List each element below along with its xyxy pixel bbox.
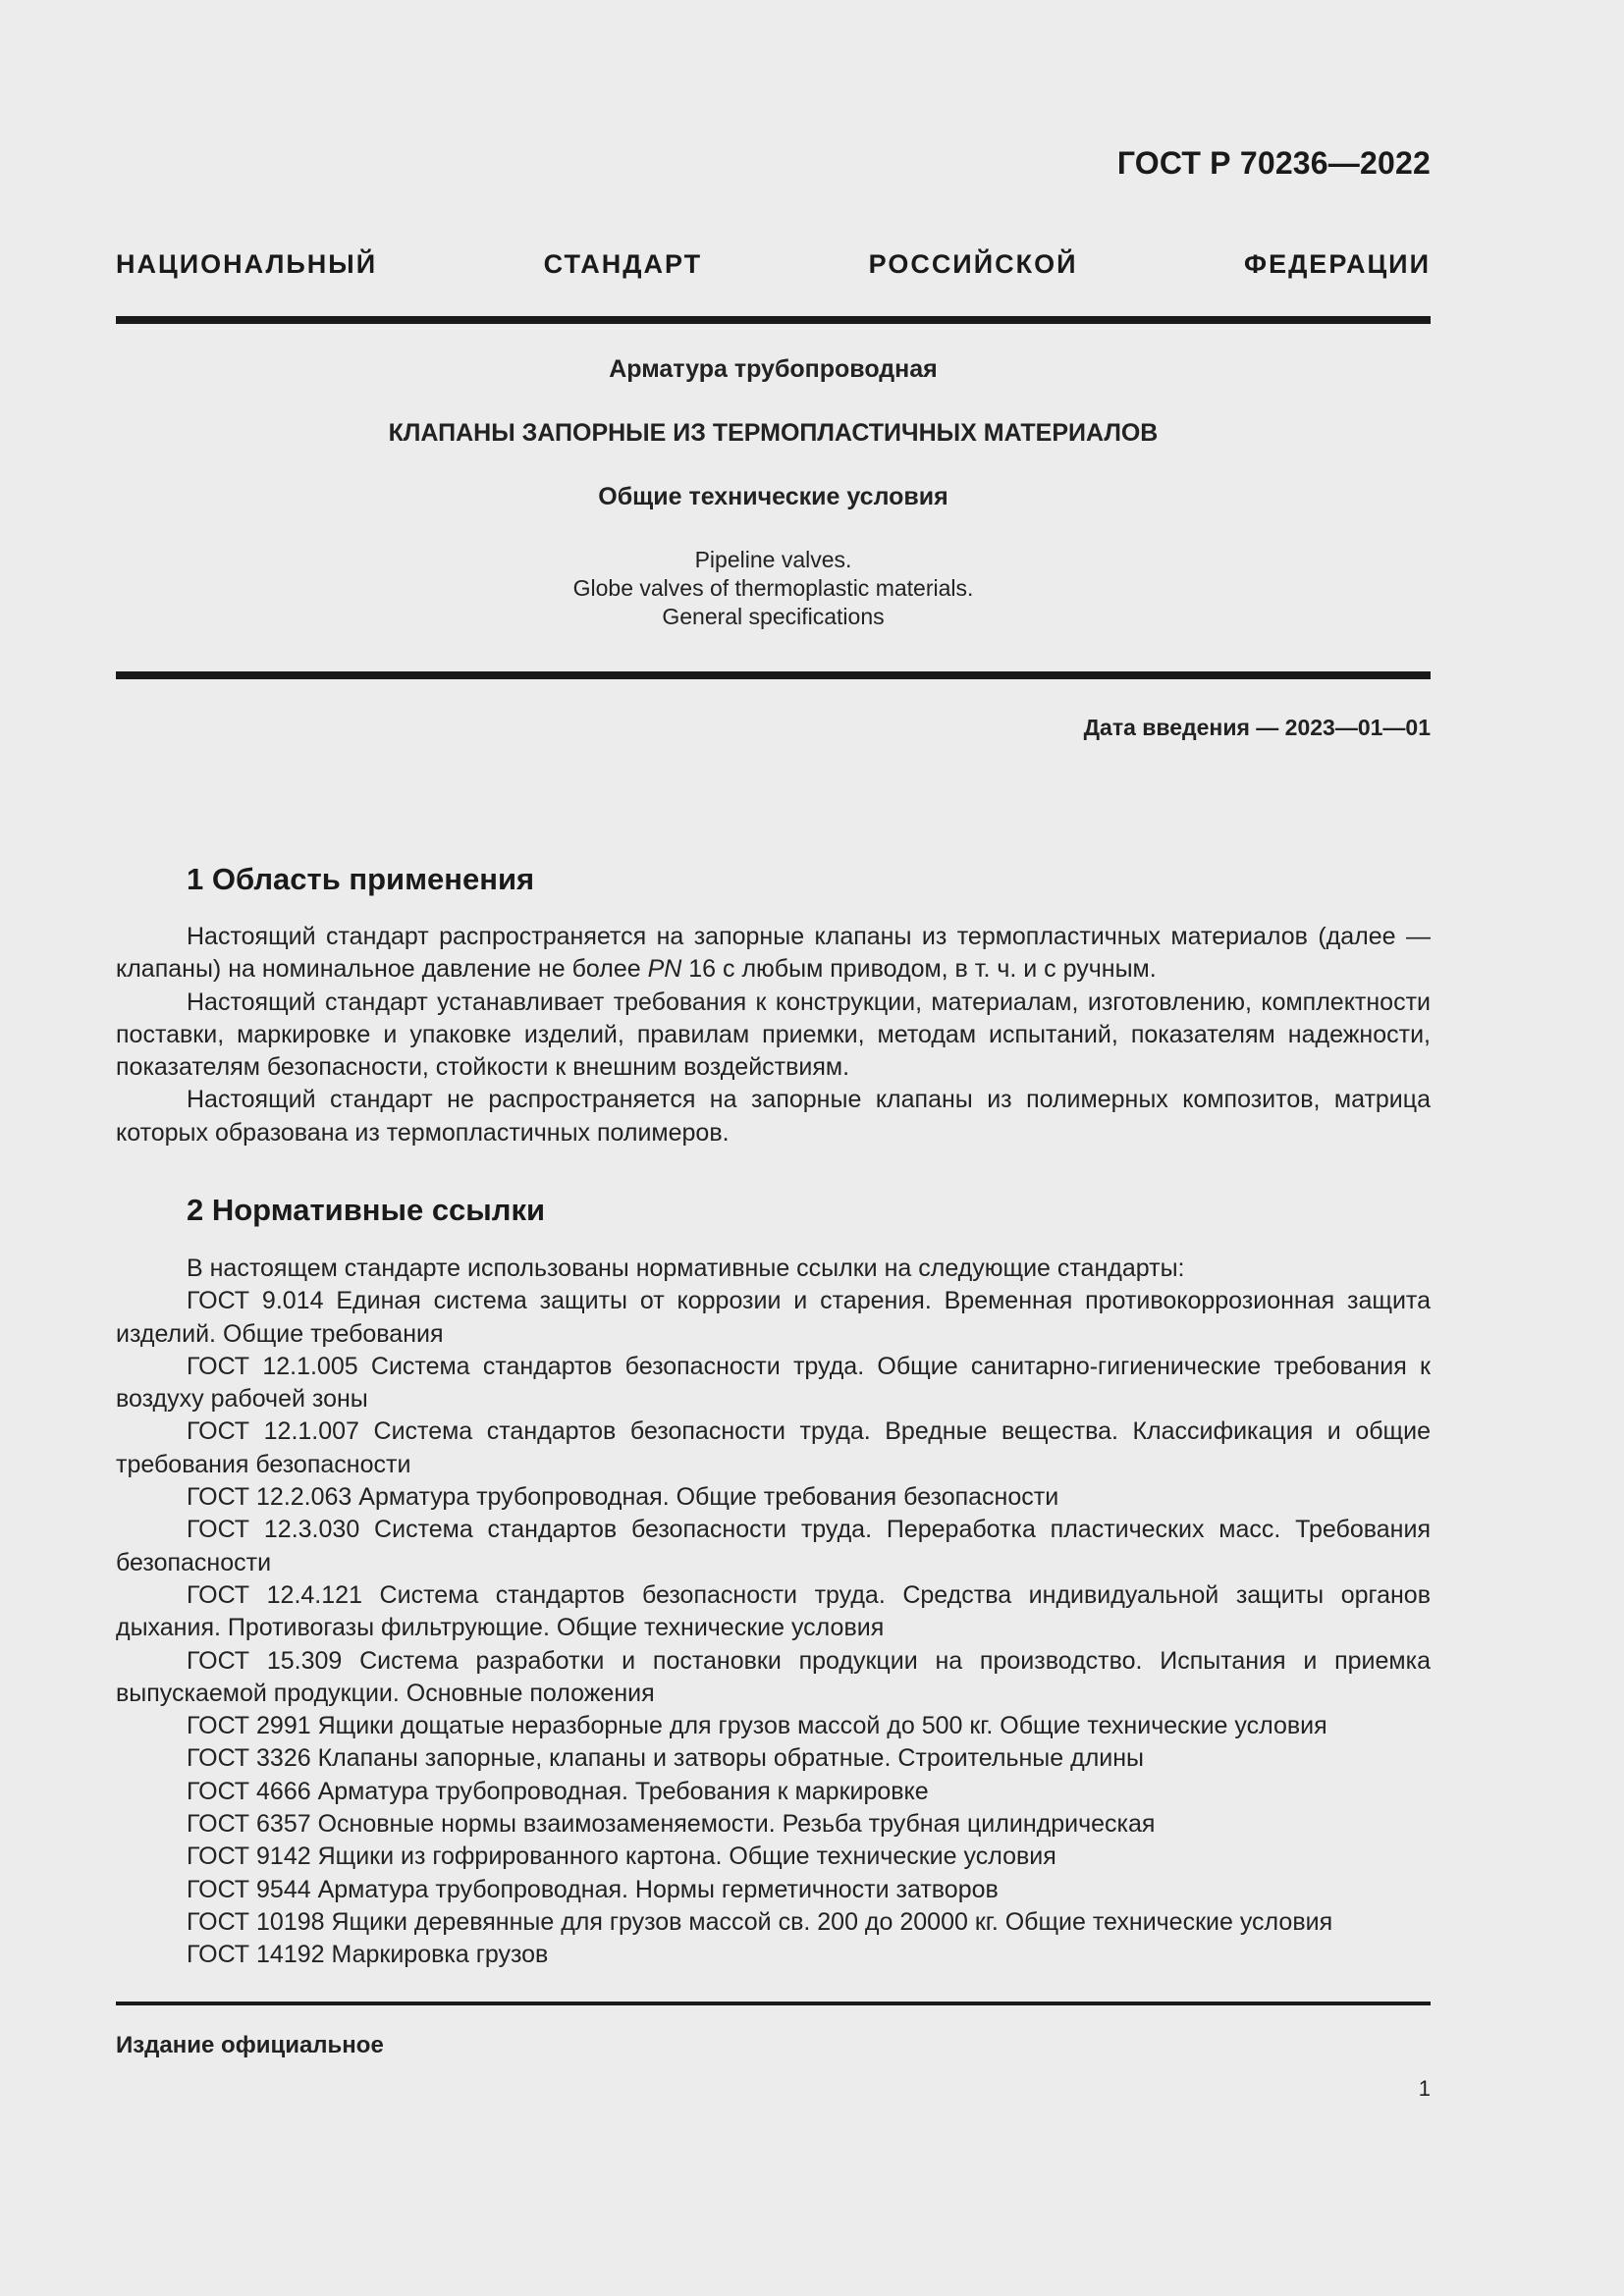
document-page <box>116 0 1431 2296</box>
reference-item: ГОСТ 12.3.030 Система стандартов безопасности труда. Переработка пластических масс. Требования безопасности <box>116 1516 1431 1576</box>
section-1-paragraph-3: Настоящий стандарт не распространяется на запорные клапаны из полимерных композитов, матрица которых образована из термопластичных полимеров. <box>116 1086 1431 1147</box>
reference-item: ГОСТ 12.4.121 Система стандартов безопасности труда. Средства индивидуальной защиты органов дыхания. Противогазы фильтрующие. Общие технические условия <box>116 1580 1431 1642</box>
reference-item: ГОСТ 6357 Основные нормы взаимозаменяемости. Резьба трубная цилиндрическая <box>187 1810 1156 1839</box>
top-divider <box>116 316 1431 324</box>
section-1-heading: 1 Область применения <box>187 862 535 896</box>
national-standard-banner: НАЦИОНАЛЬНЫЙ СТАНДАРТ РОССИЙСКОЙ ФЕДЕРАЦИИ <box>116 249 1431 279</box>
section-1-paragraph-1: Настоящий стандарт распространяется на запорные клапаны из термопластичных материалов (далее — клапаны) на номинальное давление не более PN 16 с любым приводом, в т. ч. и с ручным. <box>116 923 1431 984</box>
reference-item: ГОСТ 9.014 Единая система защиты от коррозии и старения. Временная противокоррозионная защита изделий. Общие требования <box>116 1287 1431 1348</box>
english-title-line: Globe valves of thermoplastic materials. <box>572 575 974 601</box>
official-edition-label: Издание официальное <box>116 2032 384 2058</box>
standard-code: ГОСТ Р 70236—2022 <box>1116 145 1431 181</box>
title-subtitle: Общие технические условия <box>598 483 948 510</box>
reference-item: ГОСТ 14192 Маркировка грузов <box>187 1941 549 1969</box>
reference-item: ГОСТ 12.2.063 Арматура трубопроводная. Общие требования безопасности <box>187 1483 1059 1512</box>
page-number: 1 <box>1418 2076 1431 2101</box>
section-1-paragraph-2: Настоящий стандарт устанавливает требования к конструкции, материалам, изготовлению, комплектности поставки, маркировке и упаковке изделий, правилам приемки, методам испытаний, показателям надежности, показателям безопасности, стойкости к внешним воздействиям. <box>116 988 1431 1082</box>
reference-item: ГОСТ 4666 Арматура трубопроводная. Требования к маркировке <box>187 1777 929 1805</box>
reference-item: ГОСТ 12.1.007 Система стандартов безопасности труда. Вредные вещества. Классификация и общие требования безопасности <box>116 1417 1431 1478</box>
title-main: КЛАПАНЫ ЗАПОРНЫЕ ИЗ ТЕРМОПЛАСТИЧНЫХ МАТЕРИАЛОВ <box>388 419 1159 447</box>
english-title-line: Pipeline valves. <box>694 547 852 572</box>
title-bottom-divider <box>116 671 1431 679</box>
reference-item: ГОСТ 9142 Ящики из гофрированного картона. Общие технические условия <box>187 1842 1056 1871</box>
normative-references <box>116 1253 1431 1972</box>
english-title <box>116 546 1431 631</box>
title-category: Арматура трубопроводная <box>609 355 938 383</box>
section-1-body <box>116 921 1431 1149</box>
english-title-line: General specifications <box>662 604 885 629</box>
reference-item: ГОСТ 3326 Клапаны запорные, клапаны и затворы обратные. Строительные длины <box>187 1744 1145 1773</box>
reference-item: ГОСТ 9544 Арматура трубопроводная. Нормы герметичности затворов <box>187 1875 999 1903</box>
footer-divider <box>116 2002 1431 2005</box>
references-intro: В настоящем стандарте использованы нормативные ссылки на следующие стандарты: <box>187 1255 1185 1282</box>
introduction-date: Дата введения — 2023—01—01 <box>1083 715 1431 740</box>
reference-item: ГОСТ 2991 Ящики дощатые неразборные для грузов массой до 500 кг. Общие технические условия <box>187 1712 1327 1740</box>
reference-item: ГОСТ 12.1.005 Система стандартов безопасности труда. Общие санитарно-гигиенические требования к воздуху рабочей зоны <box>116 1352 1431 1414</box>
section-2-heading: 2 Нормативные ссылки <box>187 1193 546 1227</box>
reference-item: ГОСТ 15.309 Система разработки и постановки продукции на производство. Испытания и приемка выпускаемой продукции. Основные положения <box>116 1646 1431 1707</box>
reference-item: ГОСТ 10198 Ящики деревянные для грузов массой св. 200 до 20000 кг. Общие технические условия <box>187 1907 1333 1936</box>
